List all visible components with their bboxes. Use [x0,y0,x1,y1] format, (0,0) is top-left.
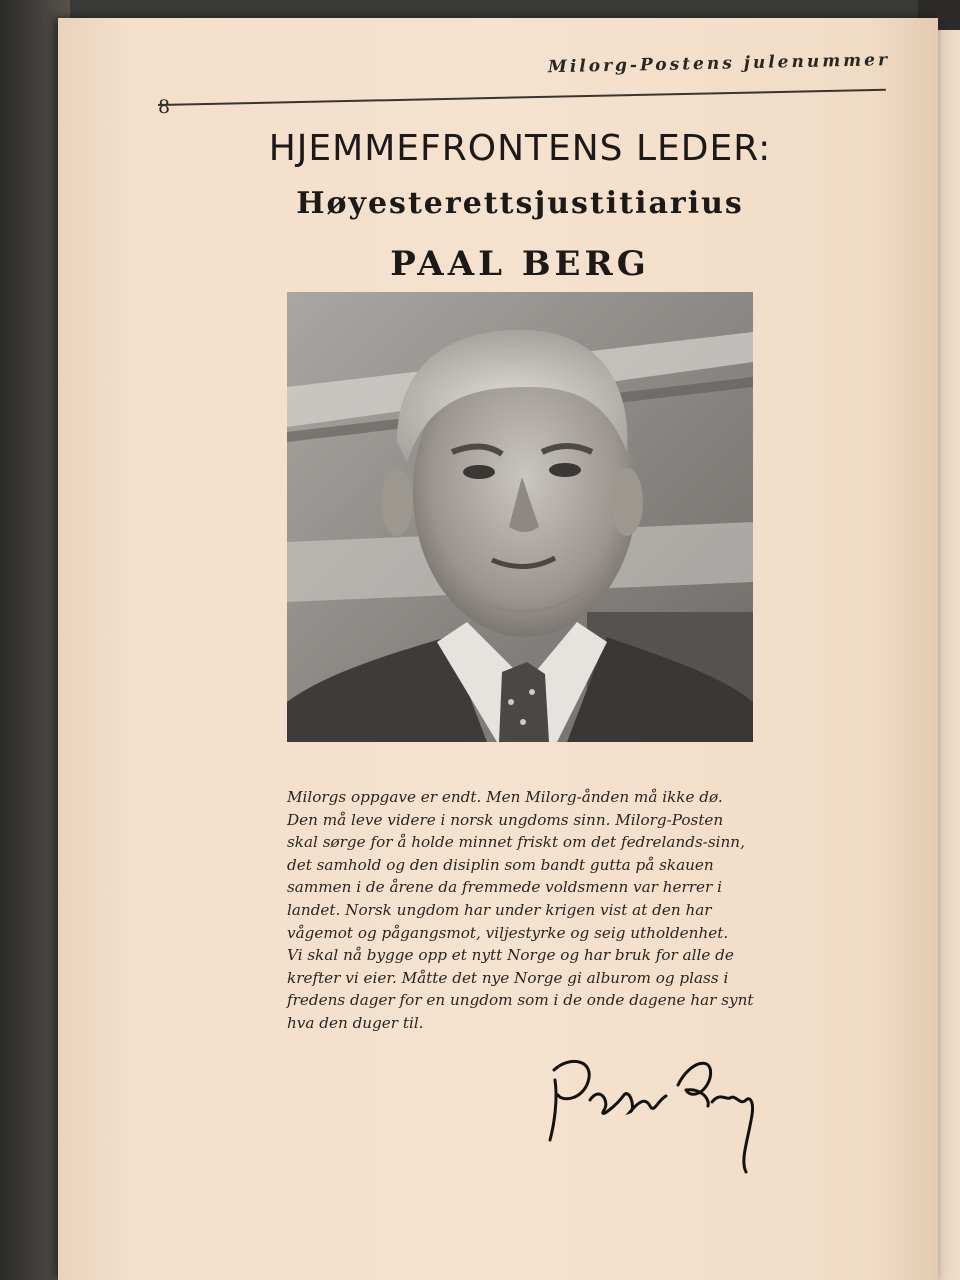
portrait-photo [287,292,753,742]
paragraph-2: Vi skal nå bygge opp et nytt Norge og har bruk for alle de krefter vi eier. Måtte det nye Norge gi alburom og plass i fredens dager for en ungdom som i de onde dagene har synt hva den duger til. [287,946,754,1032]
article-body [287,786,755,1035]
article-subtitle: Høyesterettsjustitiarius [296,186,744,221]
page-number: 8 [158,96,171,118]
running-title: Milorg-Postens julenummer [547,50,891,78]
article-name: PAAL BERG [390,244,650,284]
article-headline: HJEMMEFRONTENS LEDER: [268,128,772,169]
paragraph-1: Milorgs oppgave er endt. Men Milorg-ånden må ikke dø. Den må leve videre i norsk ungdoms sinn. Milorg-Posten skal sørge for å holde minnet friskt om det fedrelands-sinn, det samhold og den disiplin som bandt gutta på skauen sammen i de årene da fremmede voldsmenn var herrer i landet. Norsk ungdom har under krigen vist at den har vågemot og pågangsmot, viljestyrke og seig utholdenhet. [287,788,745,942]
signature [540,1040,770,1190]
